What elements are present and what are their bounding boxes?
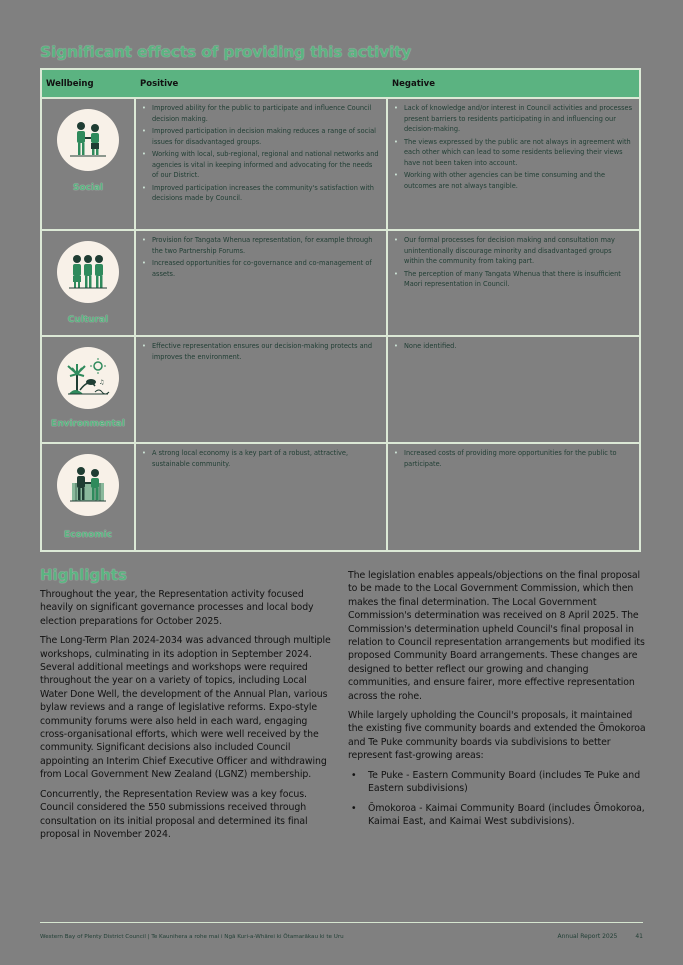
list-item: • Working with other agencies can be time consuming and the outcomes are not always tangible.: [392, 170, 633, 191]
highlights-left-column: [40, 588, 336, 847]
footer-organisation: Western Bay of Plenty District Council | Te Kaunihera a rohe mai i Ngā Kuri-a-Whārei ki Ōtamarākau ki te Uru: [40, 934, 344, 940]
business-handshake-icon: [57, 454, 119, 516]
header-positive: Positive: [140, 78, 179, 89]
table-row: [42, 337, 639, 444]
wellbeing-cell: [42, 231, 136, 335]
paragraph: The Long-Term Plan 2024-2034 was advanced through multiple workshops, culminating in its adoption in September 2024. Several additional meetings and workshops were required throughout the year on a variety of topics, including Local Water Done Well, the development of the Annual Plan, various bylaw reviews and a range of legislative reforms. Expo-style community forums were also held in each ward, engaging cross-organisational efforts, which were well received by the community. Significant decisions also included Council appointing an Interim Chief Executive Officer and withdrawing from Local Government New Zealand (LGNZ) membership.: [40, 635, 331, 781]
list-item: • Increased opportunities for co-governance and co-management of assets.: [140, 258, 380, 279]
footer-right: [558, 933, 643, 940]
table-header: [42, 70, 639, 99]
header-negative: Negative: [392, 78, 435, 89]
list-item: • The perception of many Tangata Whenua that there is insufficient Maori representation in Council.: [392, 269, 633, 290]
list-item: • Provision for Tangata Whenua representation, for example through the two Partnership Forums.: [140, 235, 380, 256]
list-item: • Effective representation ensures our decision-making protects and improves the environment.: [140, 341, 380, 362]
negative-cell: [388, 231, 639, 335]
wellbeing-label: Cultural: [67, 315, 109, 325]
wellbeing-cell: [42, 444, 136, 550]
header-wellbeing: Wellbeing: [46, 78, 94, 89]
wellbeing-label: Environmental: [51, 419, 125, 429]
effects-table: [40, 68, 641, 552]
paragraph: Throughout the year, the Representation activity focused heavily on significant governance processes and local body election preparations for October 2025.: [40, 589, 314, 627]
footer-report-name: Annual Report 2025: [557, 933, 618, 940]
list-item: • Lack of knowledge and/or interest in Council activities and processes present barriers to residents participating in and influencing our decision-making.: [392, 103, 633, 135]
wellbeing-cell: [42, 337, 136, 442]
table-row: [42, 444, 639, 550]
group-of-people-icon: [57, 241, 119, 303]
list-item: • Working with local, sub-regional, regional and national networks and agencies is vital in keeping informed and advocating for the needs of our District.: [140, 149, 380, 181]
positive-cell: [136, 444, 388, 550]
list-item: • Improved ability for the public to participate and influence Council decision making.: [140, 103, 380, 124]
positive-cell: [136, 231, 388, 335]
paragraph: While largely upholding the Council's proposals, it maintained the existing five community boards and extended the Ōmokoroa and Te Puke community boards via subdivisions to better represent fast-growing areas:: [348, 710, 646, 762]
wellbeing-label: Economic: [63, 530, 113, 540]
list-item: • None identified.: [392, 341, 633, 352]
paragraph: The legislation enables appeals/objections on the final proposal to be made to the Local Government Commission, which then makes the final determination. The Local Government Commission's determination was received on 8 April 2025. The Commission's determination upheld Council's final proposal in relation to Council representation arrangements but modified its proposed Community Board arrangements. These changes are designed to better reflect our growing and changing communities, and ensure fairer, more effective representation across the rohe.: [348, 570, 645, 702]
negative-cell: [388, 444, 639, 550]
list-item: • The views expressed by the public are not always in agreement with each other which can lead to some residents believing their views have not been taken into account.: [392, 137, 633, 169]
wellbeing-cell: [42, 99, 136, 229]
footer-divider: [40, 922, 643, 923]
wellbeing-label: Social: [72, 183, 104, 193]
list-item: • Increased costs of providing more opportunities for the public to participate.: [392, 448, 633, 469]
positive-cell: [136, 99, 388, 229]
nature-bird-sun-icon: [57, 347, 119, 409]
list-item: • Ōmokoroa - Kaimai Community Board (includes Ōmokoroa, Kaimai East, and Kaimai West subdivisions).: [348, 802, 646, 829]
svg-text:♫: ♫: [99, 379, 105, 386]
paragraph: Concurrently, the Representation Review was a key focus. Council considered the 550 submissions received through consultation on its initial proposal and determined its final proposal in November 2024.: [40, 788, 308, 840]
community-boards-list: [348, 769, 646, 829]
list-item: • Te Puke - Eastern Community Board (includes Te Puke and Eastern subdivisions): [348, 769, 646, 796]
people-shaking-hands-icon: [57, 109, 119, 171]
positive-cell: [136, 337, 388, 442]
list-item: • Improved participation in decision making reduces a range of social issues for disadvantaged groups.: [140, 126, 380, 147]
list-item: • A strong local economy is a key part of a robust, attractive, sustainable community.: [140, 448, 380, 469]
list-item: • Our formal processes for decision making and consultation may unintentionally discourage minority and disadvantaged groups within the community from taking part.: [392, 235, 633, 267]
negative-cell: [388, 337, 639, 442]
section-title: Significant effects of providing this activity: [40, 43, 412, 61]
page-number: 41: [635, 933, 643, 940]
list-item: • Improved participation increases the community's satisfaction with decisions made by Council.: [140, 183, 380, 204]
table-row: [42, 99, 639, 231]
highlights-title: Highlights: [40, 566, 127, 584]
table-row: [42, 231, 639, 337]
negative-cell: [388, 99, 639, 229]
highlights-right-column: [348, 569, 646, 834]
